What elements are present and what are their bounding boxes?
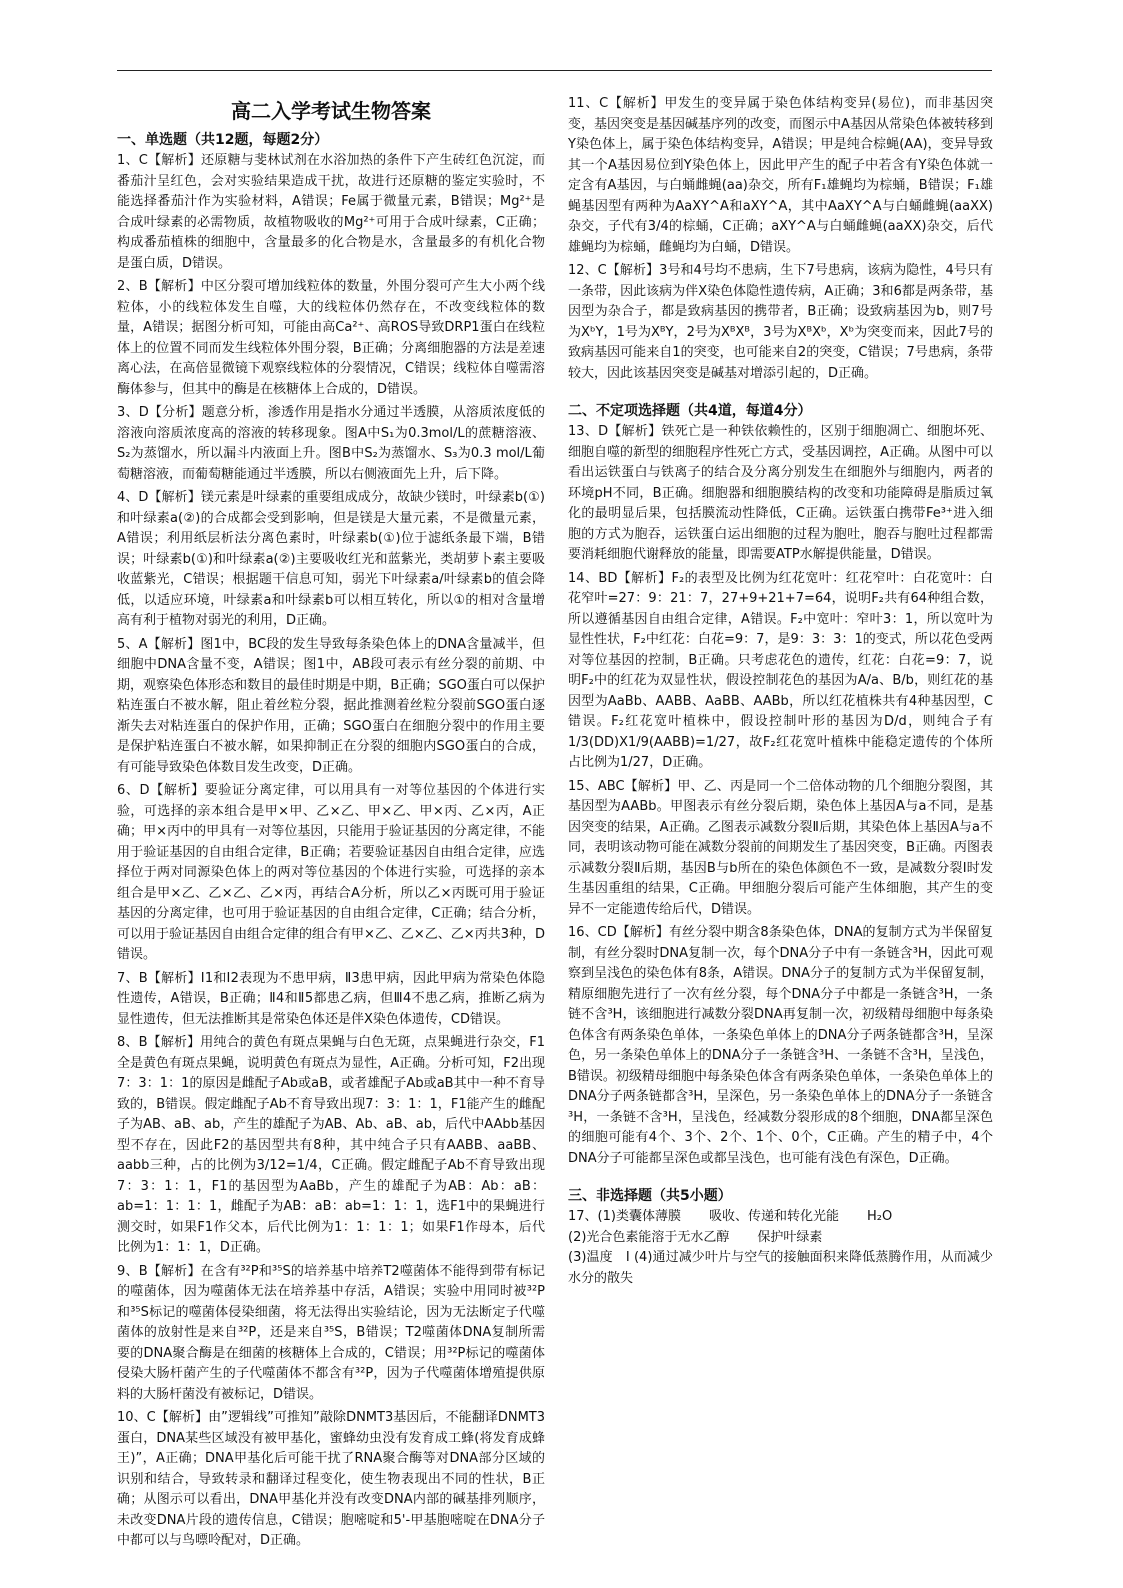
answer-16: 16、CD【解析】有丝分裂中期含8条染色体，DNA的复制方式为半保留复制，有丝分裂时DNA复制一次，每个DNA分子中有一条链含³H，因此可观察到呈浅色的染色体有8条，A错误。DNA分子的复制方式为半保留复制，精原细胞先进行了一次有丝分裂，每个DNA分子中都是一条链含³H，一条链不含³H，该细胞进行减数分裂DNA再复制一次，初级精母细胞中每条染色体含有两条染色单体，一条染色单体上的DNA分子两条链都含³H，呈深色，另一条染色单体上的DNA分子一条链含³H、一条链不含³H，呈浅色，B错误。初级精母细胞中每条染色体含有两条染色单体，一条染色单体上的DNA分子两条链都含³H，呈深色，另一条染色单体上的DNA分子一条链含³H，一条链不含³H，呈浅色，经减数分裂形成的8个细胞，DNA都呈深色的细胞可能有4个、3个、2个、1个、0个，C正确。产生的精子中，4个DNA分子可能都呈深色或都呈浅色，也可能有浅色有深色，D正确。 bbox=[568, 925, 993, 1166]
section-heading-single-choice: 一、单选题（共12题，每题2分） bbox=[117, 132, 329, 148]
answer-3: 3、D【分析】题意分析，渗透作用是指水分通过半透膜，从溶质浓度低的溶液向溶质浓度高的溶液的转移现象。图A中S₁为0.3mol/L的蔗糖溶液、S₂为蒸馏水，所以漏斗内液面上升。图B中S₂为蒸馏水、S₃为0.3 mol/L葡萄糖溶液，而葡萄糖能通过半透膜，所以右侧液面先上升，后下降。 bbox=[117, 405, 545, 482]
answer-13: 13、D【解析】铁死亡是一种铁依赖性的，区别于细胞凋亡、细胞坏死、细胞自噬的新型的细胞程序性死亡方式，受基因调控，A正确。从图中可以看出运铁蛋白与铁离子的结合及分离分别发生在细胞外与细胞内，两者的环境pH不同，B正确。细胞器和细胞膜结构的改变和功能障碍是脂质过氧化的最明显后果，包括膜流动性降低，C正确。运铁蛋白携带Fe³⁺进入细胞的方式为胞吞，运铁蛋白运出细胞的过程为胞吐，胞吞与胞吐过程都需要消耗细胞代谢释放的能量，即需要ATP水解提供能量，D错误。 bbox=[568, 424, 993, 562]
answer-14: 14、BD【解析】F₂的表型及比例为红花宽叶：红花窄叶：白花宽叶：白花窄叶=27：9：21：7，27+9+21+7=64，说明F₂共有64种组合数，所以遵循基因自由组合定律，A错误。F₂中宽叶：窄叶3：1，所以宽叶为显性性状，F₂中红花：白花=9：7，是9：3：3：1的变式，所以花色受两对等位基因的控制，B正确。只考虑花色的遗传，红花：白花=9：7，说明F₂中的红花为双显性状，假设控制花色的基因为A/a、B/b，则红花的基因型为AaBb、AABB、AaBB、AABb，所以红花植株共有4种基因型，C错误。F₂红花宽叶植株中，假设控制叶形的基因为D/d，则纯合子有1/3(DD)X1/9(AABB)=1/27，故F₂红花宽叶植株中能稳定遗传的个体所占比例为1/27，D正确。 bbox=[568, 570, 993, 770]
answer-17-part-d: (2)光合色素能溶于无水乙醇 bbox=[568, 1229, 730, 1245]
answer-5: 5、A【解析】图1中，BC段的发生导致每条染色体上的DNA含量减半，但细胞中DNA含量不变，A错误；图1中，AB段可表示有丝分裂的前期、中期，观察染色体形态和数目的最佳时期是中期，B正确；SGO蛋白可以保护粘连蛋白不被水解，阻止着丝粒分裂，据此推测着丝粒分裂前SGO蛋白逐渐失去对粘连蛋白的保护作用，正确；SGO蛋白在细胞分裂中的作用主要是保护粘连蛋白不被水解，如果抑制正在分裂的细胞内SGO蛋白的合成，有可能导致染色体数目发生改变，D正确。 bbox=[117, 636, 545, 775]
answer-17-part-c: H₂O bbox=[866, 1209, 893, 1224]
answer-10: 10、C【解析】由”逻辑线”可推知”敲除DNMT3基因后，不能翻译DNMT3蛋白，DNA某些区域没有被甲基化，蜜蜂幼虫没有发育成工蜂(将发育成蜂王)”，A正确；DNA甲基化后可能干扰了RNA聚合酶等对DNA部分区域的识别和结合，导致转录和翻译过程变化，使生物表现出不同的性状，B正确；从图示可以看出，DNA甲基化并没有改变DNA内部的碱基排列顺序，未改变DNA片段的遗传信息，C错误；胞嘧啶和5'-甲基胞嘧啶在DNA分子中都可以与鸟嘌呤配对，D正确。 bbox=[117, 1410, 545, 1548]
answer-6: 6、D【解析】要验证分离定律，可以用具有一对等位基因的个体进行实验，可选择的亲本组合是甲×甲、乙×乙、甲×乙、甲×丙、乙×丙，A正确；甲×丙中的甲具有一对等位基因，只能用于验证基因的分离定律，不能用于验证基因的自由组合定律，B正确；若要验证基因自由组合定律，应选择位于两对同源染色体上的两对等位基因的个体进行实验，可选择的亲本组合是甲×乙、乙×乙、乙×丙，再结合A分析，所以乙×丙既可用于验证基因的分离定律，也可用于验证基因的自由组合定律，C正确；结合分析，可以用于验证基因自由组合定律的组合有甲×乙、乙×乙、乙×丙共3种，D错误。 bbox=[117, 783, 545, 962]
answer-2: 2、B【解析】中区分裂可增加线粒体的数量，外围分裂可产生大小两个线粒体，小的线粒体发生自噬，大的线粒体仍然存在，不改变线粒体的数量，A错误；据图分析可知，可能由高Ca²⁺、高ROS导致DRP1蛋白在线粒体上的位置不同而发生线粒体外围分裂，B正确；分离细胞器的方法是差速离心法，在高倍显微镜下观察线粒体的分裂情况，C错误；线粒体自噬需溶酶体参与，但其中的酶是在核糖体上合成的，D错误。 bbox=[117, 279, 545, 397]
answer-9: 9、B【解析】在含有³²P和³⁵S的培养基中培养T2噬菌体不能得到带有标记的噬菌体，因为噬菌体无法在培养基中存活，A错误；实验中用同时被³²P和³⁵S标记的噬菌体侵染细菌，将无法得出实验结论，因为无法断定子代噬菌体的放射性是来自³²P，还是来自³⁵S，B错误；T2噬菌体DNA复制所需要的DNA聚合酶是在细菌的核糖体上合成的，C错误；用³²P标记的噬菌体侵染大肠杆菌产生的子代噬菌体不都含有³²P，因为子代噬菌体增殖提供原料的大肠杆菌没有被标记，D错误。 bbox=[117, 1263, 545, 1402]
answer-11: 11、C【解析】甲发生的变异属于染色体结构变异(易位)，而非基因突变，基因突变是基因碱基序列的改变，而图示中A基因从常染色体被转移到Y染色体上，属于染色体结构变异，A错误；甲是纯合棕蝇(AA)，变异导致其一个A基因易位到Y染色体上，因此甲产生的配子中若含有Y染色体就一定含有A基因，与白蛹雌蝇(aa)杂交，所有F₁雄蝇均为棕蛹，B错误；F₁雄蝇基因型有两种为AaXY^A和aXY^A，其中AaXY^A与白蛹雌蝇(aaXX)杂交，子代有3/4的棕蛹，C正确；aXY^A与白蛹雌蝇(aaXX)杂交，后代雄蝇均为棕蛹，雌蝇均为白蛹，D错误。 bbox=[568, 96, 993, 255]
answer-17-line-3: (3)温度 Ⅰ (4)通过减少叶片与空气的接触面积来降低蒸腾作用，从而减少水分的散失 bbox=[568, 1250, 993, 1286]
answer-12: 12、C【解析】3号和4号均不患病，生下7号患病，该病为隐性，4号只有一条带，因此该病为伴X染色体隐性遗传病，A正确；3和6都是两条带，基因型为杂合子，都是致病基因的携带者，B正确；设致病基因为b，则7号为XᵇY，1号为XᴮY，2号为XᴮXᴮ，3号为XᴮXᵇ，Xᵇ为突变而来，因此7号的致病基因可能来自1的突变，也可能来自2的突变，C错误；7号患病，条带较大，因此该基因突变是碱基对增添引起的，D正确。 bbox=[568, 263, 993, 381]
answer-17-part-b: 吸收、传递和转化光能 bbox=[708, 1209, 839, 1224]
page-title: 高二入学考试生物答案 bbox=[231, 99, 431, 123]
answer-7: 7、B【解析】Ⅰ1和Ⅰ2表现为不患甲病，Ⅱ3患甲病，因此甲病为常染色体隐性遗传，A错误，B正确；Ⅱ4和Ⅱ5都患乙病，但Ⅲ4不患乙病，推断乙病为显性遗传，但无法推断其是常染色体还是伴X染色体遗传，CD错误。 bbox=[117, 970, 545, 1027]
answer-8: 8、B【解析】用纯合的黄色有斑点果蝇与白色无斑，点果蝇进行杂交，F1全是黄色有斑点果蝇，说明黄色有斑点为显性，A正确。分析可知，F2出现7：3：1：1的原因是雌配子Ab或aB，或者雄配子Ab或aB其中一种不育导致的，B错误。假定雌配子Ab不育导致出现7：3：1：1，F1能产生的雌配子为AB、aB、ab，产生的雄配子为AB、Ab、aB、ab，后代中AAbb基因型不存在，因此F2的基因型共有8种，其中纯合子只有AABB、aaBB、aabb三种，占的比例为3/12=1/4，C正确。假定雌配子Ab不育导致出现7：3：1：1，F1的基因型为AaBb，产生的雄配子为AB：Ab：aB：ab=1：1：1：1，雌配子为AB：aB：ab=1：1：1，选F1中的果蝇进行测交时，如果F1作父本，后代比例为1：1：1：1；如果F1作母本，后代比例为1：1：1，D正确。 bbox=[117, 1035, 545, 1255]
answer-17-part-e: 保护叶绿素 bbox=[757, 1229, 823, 1245]
answer-17-part-a: 17、(1)类囊体薄膜 bbox=[568, 1209, 681, 1224]
answer-15: 15、ABC【解析】甲、乙、丙是同一个二倍体动物的几个细胞分裂图，其基因型为AABb。甲图表示有丝分裂后期，染色体上基因A与a不同，是基因突变的结果，A正确。乙图表示减数分裂Ⅱ后期，其染色体上基因A与a不同，表明该动物可能在减数分裂前的间期发生了基因突变，B正确。丙图表示减数分裂Ⅱ后期，基因B与b所在的染色体颜色不一致，是减数分裂Ⅰ时发生基因重组的结果，C正确。甲细胞分裂后可能产生体细胞，其产生的变异不一定能遗传给后代，D错误。 bbox=[568, 778, 993, 917]
right-column bbox=[568, 94, 993, 1289]
answer-17-line-2 bbox=[568, 1228, 993, 1249]
answer-1: 1、C【解析】还原糖与斐林试剂在水浴加热的条件下产生砖红色沉淀，而番茄汁呈红色，会对实验结果造成干扰，故进行还原糖的鉴定实验时，不能选择番茄汁作为实验材料，A错误；Fe属于微量元素，B错误；Mg²⁺是合成叶绿素的必需物质，故植物吸收的Mg²⁺可用于合成叶绿素，C正确；构成番茄植株的细胞中，含量最多的化合物是水，含量最多的有机化合物是蛋白质，D错误。 bbox=[117, 153, 545, 271]
header-rule bbox=[117, 70, 992, 71]
answer-17-line-1 bbox=[568, 1207, 993, 1228]
section-heading-non-choice: 三、非选择题（共5小题） bbox=[568, 1188, 732, 1204]
left-column bbox=[117, 94, 545, 1555]
answer-4: 4、D【解析】镁元素是叶绿素的重要组成成分，故缺少镁时，叶绿素b(①)和叶绿素a(②)的合成都会受到影响，但是镁是大量元素，不是微量元素，A错误；利用纸层析法分离色素时，叶绿素b(①)位于滤纸条最下端，B错误；叶绿素b(①)和叶绿素a(②)主要吸收红光和蓝紫光，类胡萝卜素主要吸收蓝紫光，C错误；根据题干信息可知，弱光下叶绿素a/叶绿素b的值会降低，以适应环境，叶绿素a和叶绿素b可以相互转化，所以①的相对含量增高有利于植物对弱光的利用，D正确。 bbox=[117, 490, 545, 628]
section-heading-multiple-choice: 二、不定项选择题（共4道，每道4分） bbox=[568, 403, 812, 419]
